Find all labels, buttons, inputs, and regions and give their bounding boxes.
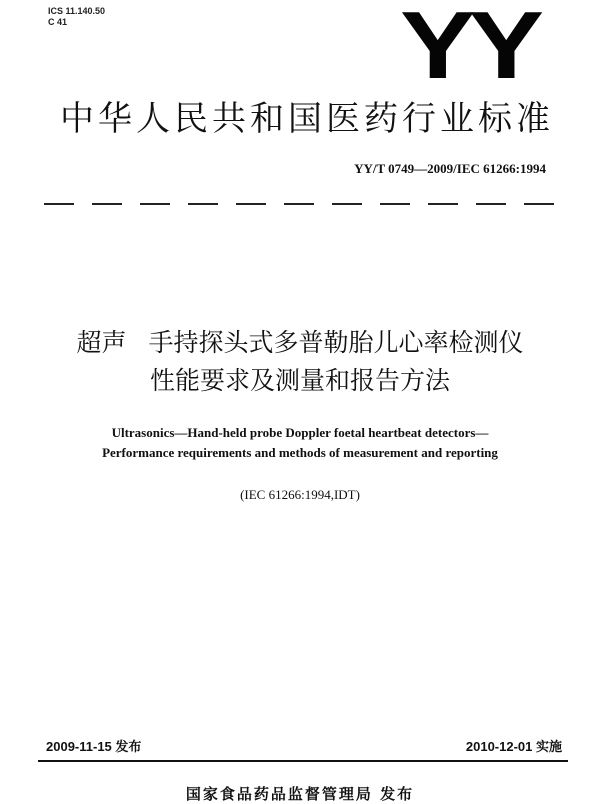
english-title-line-1: Ultrasonics—Hand-held probe Doppler foetal heartbeat detectors— (111, 425, 489, 440)
english-title-line-2: Performance requirements and methods of measurement and reporting (102, 445, 498, 460)
chinese-title-line-2: 性能要求及测量和报告方法 (149, 366, 450, 395)
chinese-title-prefix: 超声 (76, 328, 127, 357)
header-divider (44, 203, 564, 205)
standard-number: YY/T 0749—2009/IEC 61266:1994 (354, 161, 546, 176)
standard-title: 中华人民共和国医药行业标准 (60, 99, 554, 139)
equivalence-note: (IEC 61266:1994,IDT) (240, 487, 360, 502)
footer-divider (38, 760, 568, 762)
ccs-code: C 41 (48, 17, 68, 27)
chinese-title-line-1 (0, 325, 600, 361)
issuing-authority: 国家食品药品监督管理局 发布 (185, 785, 415, 803)
implementation-date: 2010-12-01 实施 (465, 739, 562, 754)
classification-codes (48, 6, 105, 28)
chinese-title-main: 手持探头式多普勒胎儿心率检测仪 (148, 328, 524, 357)
ics-code: ICS 11.140.50 (48, 6, 106, 16)
yy-logo: YY (400, 0, 537, 99)
issue-date: 2009-11-15 发布 (46, 739, 142, 754)
